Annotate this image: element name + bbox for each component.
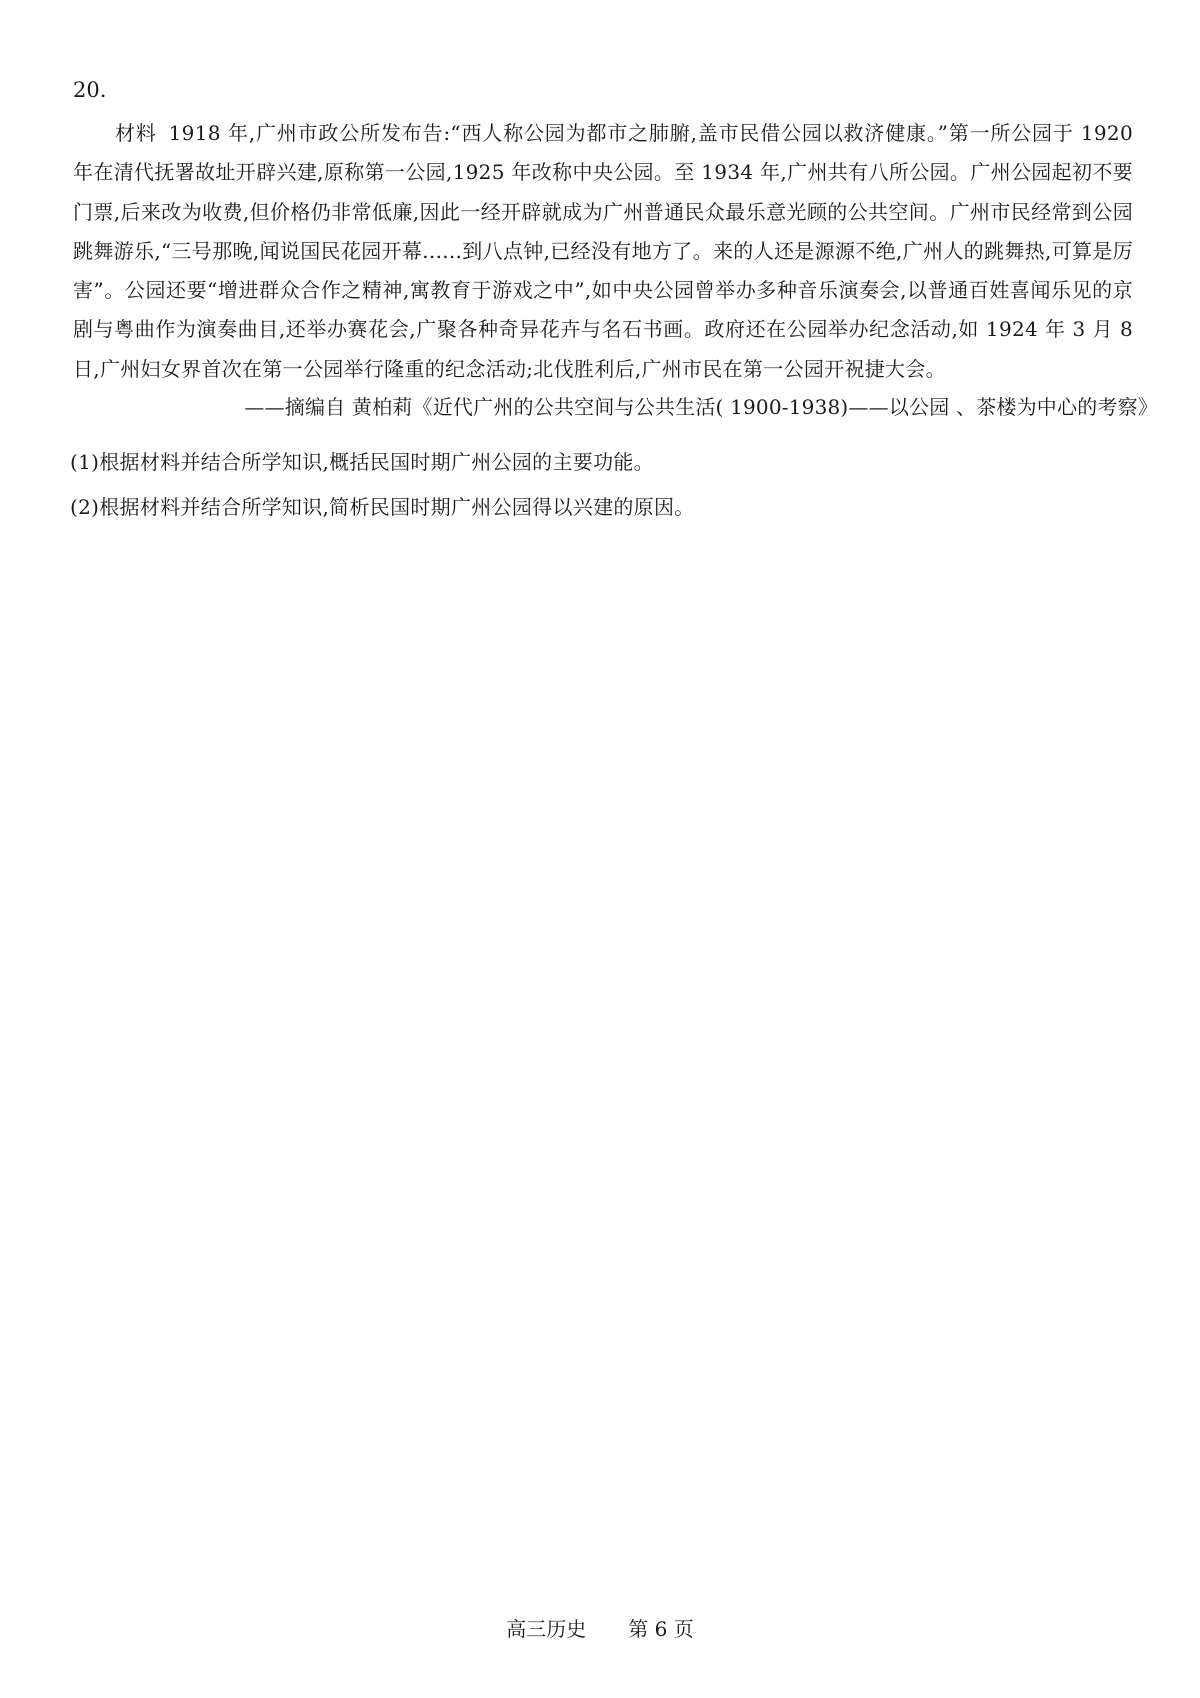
sub-question-1: (1)根据材料并结合所学知识,概括民国时期广州公园的主要功能。 xyxy=(70,450,654,474)
footer-page-number: 第 6 页 xyxy=(628,1617,694,1641)
material-label: 材料 xyxy=(115,121,157,145)
page-footer xyxy=(0,1614,1200,1644)
material-paragraph xyxy=(73,114,1133,389)
material-text: 1918 年,广州市政公所发布告:“西人称公园为都市之肺腑,盖市民借公园以救济健康。”第一所公园于 1920 年在清代抚署故址开辟兴建,原称第一公园,1925 年改称中央公园。至 1934 年,广州共有八所公园。广州公园起初不要门票,后来改为收费,但价格仍非常低廉,因此一经开辟就成为广州普通民众最乐意光顾的公共空间。广州市民经常到公园跳舞游乐,“三号那晚,闻说国民花园开幕......到八点钟,已经没有地方了。来的人还是源源不绝,广州人的跳舞热,可算是厉害”。公园还要“增进群众合作之精神,寓教育于游戏之中”,如中央公园曾举办多种音乐演奏会,以普通百姓喜闻乐见的京剧与粤曲作为演奏曲目,还举办赛花会,广聚各种奇异花卉与名石书画。政府还在公园举办纪念活动,如 1924 年 3 月 8 日,广州妇女界首次在第一公园举行隆重的纪念活动;北伐胜利后,广州市民在第一公园开祝捷大会。 xyxy=(73,121,1133,381)
material-source-citation: ——摘编自 黄柏莉《近代广州的公共空间与公共生活( 1900-1938)——以公园 、茶楼为中心的考察》 xyxy=(244,395,1158,419)
question-number: 20. xyxy=(73,78,107,102)
footer-subject: 高三历史 xyxy=(506,1617,587,1641)
sub-question-2: (2)根据材料并结合所学知识,简析民国时期广州公园得以兴建的原因。 xyxy=(70,495,695,519)
